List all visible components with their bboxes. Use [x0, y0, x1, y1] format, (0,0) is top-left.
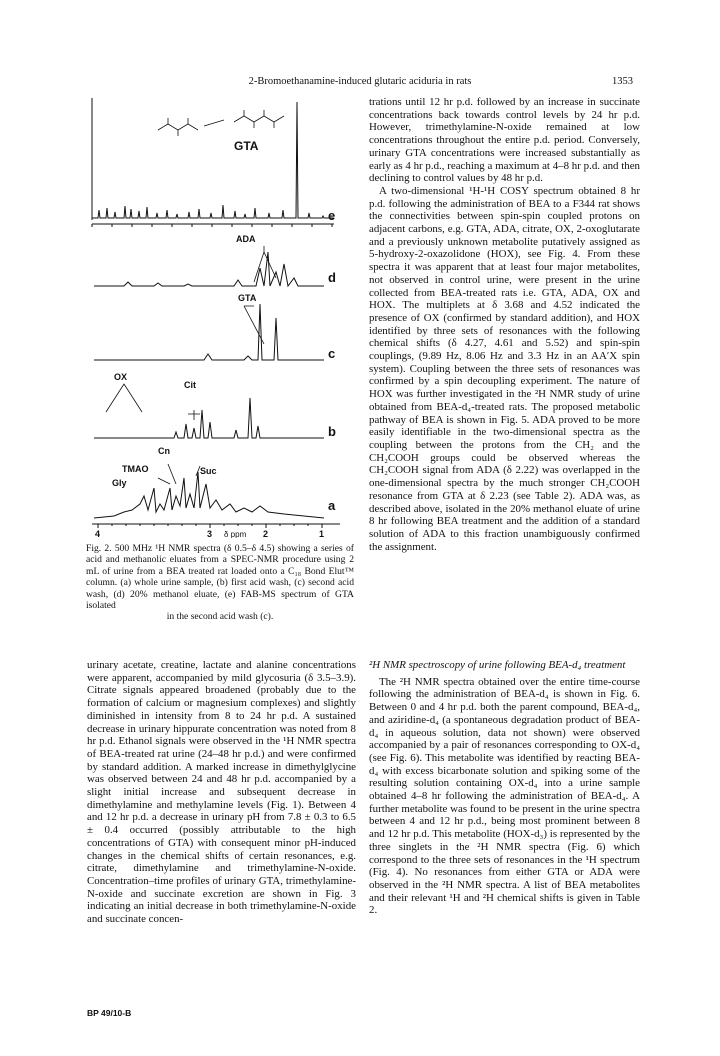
section-heading: ²H NMR spectroscopy of urine following BEA-d₄ treatment — [369, 659, 626, 671]
trace-e-ms-spectrum — [92, 98, 334, 227]
paragraph: urinary acetate, creatine, lactate and alanine concentrations were apparent, accompanied by mild glycosuria (δ 3.5–3.9). Citrate signals appeared broadened (probably due to the formation of calcium or magnesium complexes) and slightly diminished in intensity from 8 to 24 hr p.d. A sustained decrease in urinary hippurate concentration was noted from 8 hr p.d. Ethanol signals were observed in the ¹H NMR spectra of BEA-treated rat urine (24–48 hr p.d.) and were confirmed by standard addition. A marked increase in dimethylglycine was observed between 24 and 48 hr p.d. accompanied by a slight initial increase and subsequent decrease in dimethylamine and methylamine levels (Fig. 1). Between 4 and 12 hr p.d. a decrease in urinary pH from 7.8 ± 0.3 to 6.5 ± 0.4 occurred (possibly attributable to the high concentrations of GTA) with consequent minor pH-induced changes in the chemical shifts of certain resonances, e.g. citrate, dimethylamine and trimethylamine-N-oxide. Concentration–time profiles of urinary GTA, trimethylamine-N-oxide and succinate excretion are shown in Fig. 3 indicating an initial decrease in both trimethylamine-N-oxide and succinate concen- — [87, 659, 356, 926]
trace-label-d: d — [328, 270, 336, 285]
paragraph: A two-dimensional ¹H-¹H COSY spectrum obtained 8 hr p.d. following the administration of BEA to a F344 rat shows the connectivities between spin-spin coupled protons on adjacent carbons, e.g. GTA, ADA, citrate, OX, 2-oxoglutarate and a previously unknown metabolite putatively assigned as 5-hydroxy-2-oxazolidone (HOX), see Fig. 4. From these spectra it was apparent that at least four major metabolites, not observed in control urine, were present in the urine collected from BEA-treated rats i.e. GTA, ADA, OX and HOX. The multiplets at δ 3.68 and 4.52 indicated the presence of OX (confirmed by standard addition), and HOX identified by three sets of resonances with the following chemical shifts (δ 4.27, 4.61 and 5.52) and spin-spin couplings, (9.89 Hz, 8.06 Hz and 3.3 Hz in an AA′X spin system). Coupling between the three sets of resonances was confirmed by a spin decoupling experiment. The nature of HOX was further investigated in the ²H NMR study of urine obtained from BEA-d₄-treated rats. The proposed metabolic pathway of BEA is shown in Fig. 5. ADA proved to be more easily identifiable in the two-dimensional spectra as the coupling between the protons from the CH₂ and the CH₂COOH groups could be observed whereas the CH₂COOH signal from ADA (δ 2.22) was overlapped in the one-dimensional spectra by the much stronger CH₂COOH resonance from GTA at δ 2.23 (see Table 2). ADA was, as described above, isolated in the 20% methanol eluate of urine 8 hr following BEA treatment and the addition of a standard solution of ADA to this fraction unambiguously confirmed the assignment. — [369, 184, 640, 553]
page-number: 1353 — [612, 76, 633, 87]
nmr-spectra-figure — [84, 92, 356, 538]
label-ox: OX — [114, 372, 128, 382]
trace-b — [94, 398, 324, 438]
left-column-bottom — [87, 659, 356, 926]
label-cit: Cit — [184, 380, 196, 390]
trace-a — [94, 472, 324, 518]
label-gly: Gly — [112, 478, 127, 488]
tick-label-1: 1 — [319, 529, 325, 538]
figure-caption — [86, 543, 354, 623]
tick-label-4: 4 — [95, 529, 101, 538]
label-suc: Suc — [200, 466, 217, 476]
trace-label-e: e — [328, 208, 336, 223]
label-gta: GTA — [238, 293, 257, 303]
caption-last-line: in the second acid wash (c). — [166, 611, 274, 623]
axis-unit: δ ppm — [224, 530, 247, 538]
tick-label-2: 2 — [263, 529, 269, 538]
trace-c — [94, 304, 324, 360]
ppm-axis — [92, 524, 340, 528]
running-title: 2-Bromoethanamine-induced glutaric aciduria in rats — [248, 76, 472, 87]
trace-label-b: b — [328, 424, 336, 439]
right-column-top — [369, 96, 640, 553]
tick-label-3: 3 — [207, 529, 213, 538]
page-footer: BP 49/10-B — [87, 1008, 132, 1018]
right-column-bottom — [369, 659, 640, 917]
paragraph: The ²H NMR spectra obtained over the entire time-course following the administration of BEA-d₄ is shown in Fig. 6. Between 0 and 4 hr p.d. both the parent compound, BEA-d₄, and aziridine-d₄ (a spontaneous degradation product of BEA-d₄ in aqueous solution, data not shown) were observed accompanied by a pair of resonances corresponding to OX-d₄ (see Fig. 6). This metabolite was identified by reacting BEA-d₄ with excess bicarbonate solution and spiking some of the resulting solution containing OX-d₄ into a urine sample obtained 4–8 hr following the administration of BEA-d₄. A further metabolite was found to be present in the urine spectra between 4 and 12 hr p.d., being most prominent between 8 and 12 hr p.d. This metabolite (HOX-d₃) is represented by the three singlets in the ²H NMR spectra (Fig. 6) which correspond to the three sets of resonances in the ¹H spectrum (Fig. 4). No resonances from either GTA or ADA were observed in the ²H NMR spectra. A list of BEA metabolites and their relevant ¹H and ²H chemical shifts is given in Table 2. — [369, 675, 640, 917]
label-gta-structure: GTA — [234, 139, 259, 153]
label-ada: ADA — [236, 234, 256, 244]
caption-main: Fig. 2. 500 MHz ¹H NMR spectra (δ 0.5–δ 4.5) showing a series of acid and methanolic eluates from a SPEC-NMR procedure using 2 mL of urine from a BEA treated rat loaded onto a C₁₈ Bond Elut™ column. (a) whole urine sample, (b) first acid wash, (c) second acid wash, (d) 20% methanol eluate, (e) FAB-MS spectrum of GTA isolated — [86, 543, 354, 612]
trace-d — [94, 252, 324, 286]
trace-label-c: c — [328, 346, 336, 361]
label-cn: Cn — [158, 446, 170, 456]
label-tmao: TMAO — [122, 464, 149, 474]
gta-structure-sketch — [158, 110, 284, 136]
trace-label-a: a — [328, 498, 336, 513]
running-header — [0, 76, 720, 92]
paragraph: trations until 12 hr p.d. followed by an increase in succinate concentrations back towards control levels by 24 hr p.d. However, trimethylamine-N-oxide remained at low concentrations throughout the entire p.d. period. Conversely, urinary GTA concentrations were increased substantially as early as 4 hr p.d., reaching a maximum at 4–8 hr p.d. and then declining to control values by 48 hr p.d. — [369, 96, 640, 185]
